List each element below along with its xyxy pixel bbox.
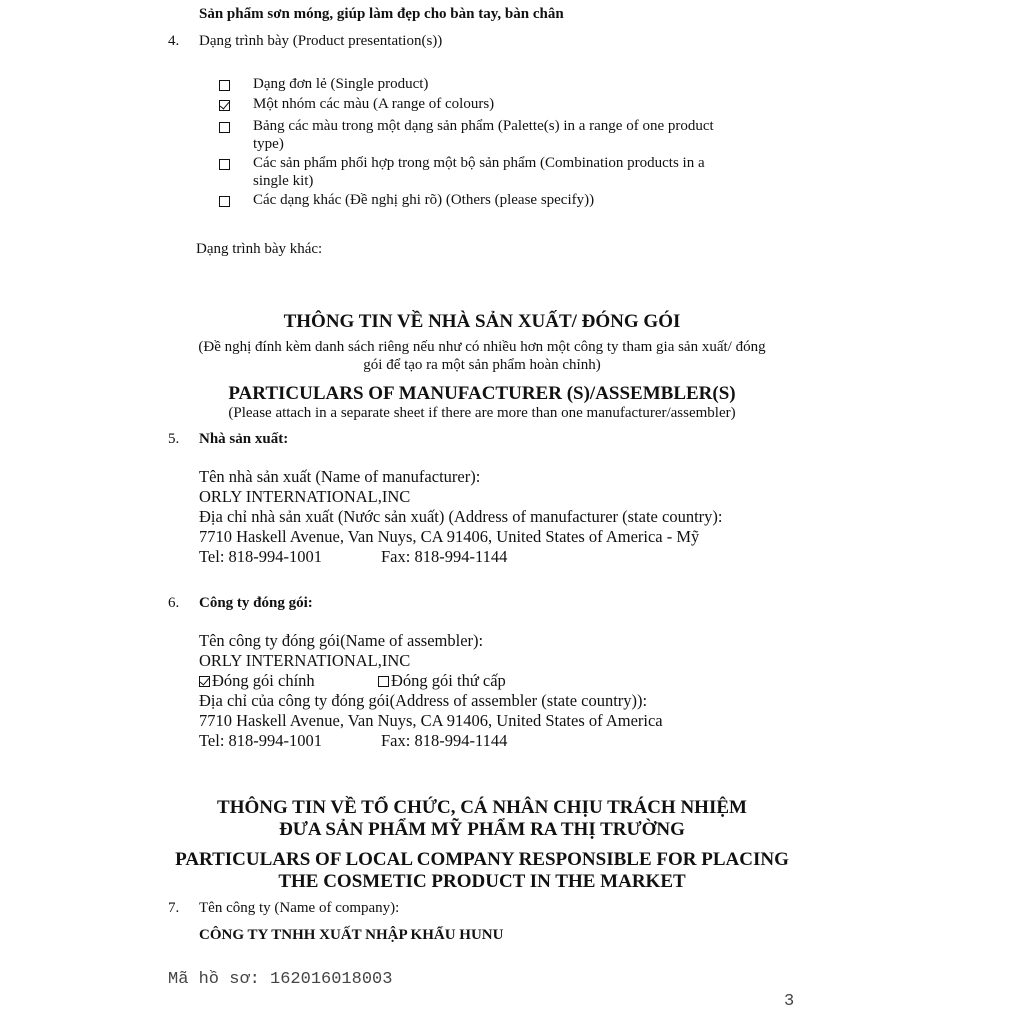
assembler-name-label: Tên công ty đóng gói(Name of assembler): xyxy=(199,631,484,650)
manufacturer-name-label: Tên nhà sản xuất (Name of manufacturer): xyxy=(199,467,481,486)
section-7-title: Tên công ty (Name of company): xyxy=(199,900,400,916)
checkbox-single-product[interactable] xyxy=(219,80,230,91)
local-en-title-2: THE COSMETIC PRODUCT IN THE MARKET xyxy=(278,871,686,892)
checkbox-range-of-colours[interactable] xyxy=(219,100,230,111)
assembler-address-label: Địa chỉ của công ty đóng gói(Address of assembler (state country)): xyxy=(199,691,648,710)
option-others: Các dạng khác (Đề nghị ghi rõ) (Others (please specify)) xyxy=(253,192,595,208)
checkbox-combination[interactable] xyxy=(219,159,230,170)
record-code: Mã hồ sơ: 162016018003 xyxy=(168,970,393,989)
page-number: 3 xyxy=(784,992,795,1011)
assembler-fax: Fax: 818-994-1144 xyxy=(381,731,508,750)
option-palette-cont: type) xyxy=(253,136,284,152)
checkbox-palette[interactable] xyxy=(219,122,230,133)
packaging-type-row xyxy=(199,671,315,691)
manufacturer-address-label: Địa chỉ nhà sản xuất (Nước sản xuất) (Address of manufacturer (state country): xyxy=(199,507,723,526)
assembler-name: ORLY INTERNATIONAL,INC xyxy=(199,651,411,670)
manufacturer-fax: Fax: 818-994-1144 xyxy=(381,547,508,566)
option-single-product: Dạng đơn lẻ (Single product) xyxy=(253,76,429,92)
section-6-number: 6. xyxy=(168,595,180,611)
primary-packaging-label: Đóng gói chính xyxy=(212,671,315,690)
section-4-title: Dạng trình bày (Product presentation(s)) xyxy=(199,33,443,49)
option-combination-cont: single kit) xyxy=(253,173,314,189)
section-6-title: Công ty đóng gói: xyxy=(199,595,313,611)
section-5-number: 5. xyxy=(168,431,180,447)
section-4-number: 4. xyxy=(168,33,180,49)
local-company-name: CÔNG TY TNHH XUẤT NHẬP KHẨU HUNU xyxy=(199,927,504,943)
local-vn-title-2: ĐƯA SẢN PHẨM MỸ PHẨM RA THỊ TRƯỜNG xyxy=(279,819,685,840)
manufacturer-tel: Tel: 818-994-1001 xyxy=(199,547,323,566)
manufacturer-vn-note-2: gói để tạo ra một sản phẩm hoàn chỉnh) xyxy=(363,357,601,373)
option-range-of-colours: Một nhóm các màu (A range of colours) xyxy=(253,96,495,112)
section-7-number: 7. xyxy=(168,900,180,916)
option-palette: Bảng các màu trong một dạng sản phẩm (Palette(s) in a range of one product xyxy=(253,118,714,134)
manufacturer-name: ORLY INTERNATIONAL,INC xyxy=(199,487,411,506)
option-combination: Các sản phẩm phối hợp trong một bộ sản phẩm (Combination products in a xyxy=(253,155,705,171)
checkbox-secondary-packaging[interactable] xyxy=(378,676,389,687)
manufacturer-vn-note-1: (Đề nghị đính kèm danh sách riêng nếu như có nhiều hơn một công ty tham gia sản xuất/ đóng xyxy=(198,339,766,355)
assembler-tel: Tel: 818-994-1001 xyxy=(199,731,323,750)
checkbox-primary-packaging[interactable] xyxy=(199,676,210,687)
manufacturer-address: 7710 Haskell Avenue, Van Nuys, CA 91406, United States of America - Mỹ xyxy=(199,527,700,546)
assembler-address: 7710 Haskell Avenue, Van Nuys, CA 91406, United States of America xyxy=(199,711,663,730)
manufacturer-en-title: PARTICULARS OF MANUFACTURER (S)/ASSEMBLER(S) xyxy=(228,383,736,404)
other-presentation-label: Dạng trình bày khác: xyxy=(196,241,323,257)
manufacturer-vn-title: THÔNG TIN VỀ NHÀ SẢN XUẤT/ ĐÓNG GÓI xyxy=(283,311,681,332)
secondary-packaging-row xyxy=(378,671,506,691)
local-vn-title-1: THÔNG TIN VỀ TỔ CHỨC, CÁ NHÂN CHỊU TRÁCH NHIỆM xyxy=(217,797,747,818)
manufacturer-en-note: (Please attach in a separate sheet if there are more than one manufacturer/assembler) xyxy=(228,405,736,421)
product-description: Sản phẩm sơn móng, giúp làm đẹp cho bàn tay, bàn chân xyxy=(199,6,564,22)
local-en-title-1: PARTICULARS OF LOCAL COMPANY RESPONSIBLE FOR PLACING xyxy=(175,849,789,870)
section-5-title: Nhà sản xuất: xyxy=(199,431,289,447)
checkbox-others[interactable] xyxy=(219,196,230,207)
secondary-packaging-label: Đóng gói thứ cấp xyxy=(391,671,506,690)
